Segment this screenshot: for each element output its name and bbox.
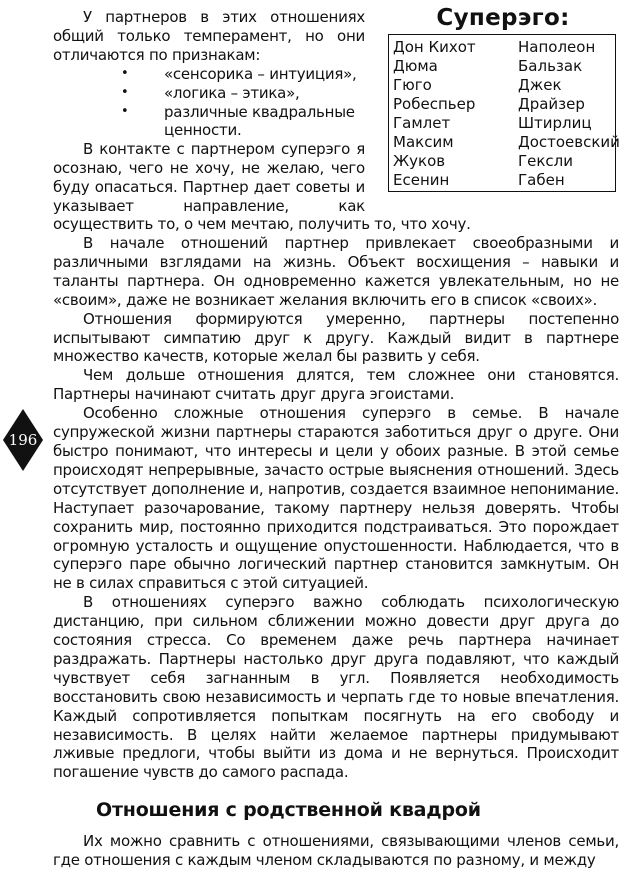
name-cell: Драйзер	[518, 95, 585, 113]
name-cell: Дюма	[393, 57, 438, 75]
intro-column	[53, 8, 365, 216]
name-cell: Есенин	[393, 171, 450, 189]
body-paragraph: Чем дольше отношения длятся, тем сложнее они становятся. Партнеры начинают считать друг друга эгоистами.	[53, 366, 619, 404]
section-heading: Отношения с родственной квадрой	[96, 799, 481, 821]
name-cell: Бальзак	[518, 57, 583, 75]
intro-paragraph-end: осуществить то, о чем мечтаю, получить то, что хочу.	[53, 215, 471, 233]
name-cell: Достоевский	[518, 133, 620, 151]
intro-lead: У партнеров в этих отношениях общий только темперамент, но они отличаются по признакам:	[53, 8, 365, 64]
body-paragraph: В отношениях суперэго важно соблюдать психологическую дистанцию, при сильном сближении можно довести друг друга до состояния стресса. Со временем даже речь партнера начинает раздражать. Партнеры настолько друг друга подавляют, что каждый чувствует себя загнанным в угл. Появляется необходимость восстановить свою независимость и черпать где то новые впечатления. Каждый сопротивляется попыткам посягнуть на его свободу и независимость. В целях найти желаемое партнеры придумывают лживые предлоги, чтобы выйти из дома и не вернуться. Происходит погашение чувств до самого распада.	[53, 593, 619, 782]
name-cell: Гамлет	[393, 114, 451, 132]
names-column-left	[393, 38, 476, 190]
name-cell: Гюго	[393, 76, 432, 94]
section-paragraph: Их можно сравнить с отношениями, связывающими членов семьи, где отношения с каждым членом складываются по разному, и между	[53, 832, 619, 869]
name-cell: Дон Кихот	[393, 38, 476, 56]
bullet-icon: •	[121, 84, 129, 100]
name-cell: Штирлиц	[518, 114, 592, 132]
name-cell: Максим	[393, 133, 454, 151]
name-cell: Габен	[518, 171, 565, 189]
body-paragraph: В начале отношений партнер привлекает своеобразными и различными взглядами на жизнь. Объект восхищения – навыки и таланты партнера. Он одновременно кажется увлекательным, но не «своим», даже не возникает желания включить его в список «своих».	[53, 234, 619, 309]
bullet-icon: •	[121, 65, 129, 81]
name-cell: Жуков	[393, 152, 446, 170]
list-item: • «логика – этика»,	[121, 83, 300, 102]
superego-heading: Суперэго:	[436, 5, 570, 31]
name-cell: Гексли	[518, 152, 574, 170]
page-number-badge	[2, 408, 44, 472]
bullet-icon: •	[121, 103, 129, 119]
name-cell: Джек	[518, 76, 562, 94]
body-paragraph: Особенно сложные отношения суперэго в семье. В начале супружеской жизни партнеры стараются заботиться друг о друге. Они быстро понимают, что интересы и цели у обоих разные. В этой семье происходят непрерывные, зачасто острые выяснения отношений. Здесь отсутствует дополнение и, напротив, создается взаимное непонимание. Наступает разочарование, такому партнеру нельзя доверять. Чтобы сохранить мир, постоянно приходится подстраиваться. Это порождает огромную усталость и ощущение опустошенности. Наблюдается, что в суперэго паре обычно логический партнер становится замкнутым. Он не в силах справиться с этой ситуацией.	[53, 404, 619, 593]
name-cell: Наполеон	[518, 38, 596, 56]
page-number: 196	[8, 431, 38, 449]
superego-names-table	[388, 34, 620, 192]
feature-list	[53, 65, 365, 141]
main-text	[53, 234, 619, 782]
intro-paragraph: В контакте с партнером суперэго я осознаю, чего не хочу, не желаю, чего буду опасаться. Партнер дает советы и указывает направление, как	[53, 140, 365, 216]
name-cell: Робеспьер	[393, 95, 476, 113]
list-item: • различные квадральные ценности.	[121, 102, 355, 140]
list-item: • «сенсорика – интуиция»,	[121, 64, 357, 83]
names-column-right	[518, 38, 620, 190]
body-paragraph: Отношения формируются умеренно, партнеры постепенно испытывают симпатию друг к другу. Каждый видит в партнере множество качеств, которые желал бы развить у себя.	[53, 309, 619, 366]
